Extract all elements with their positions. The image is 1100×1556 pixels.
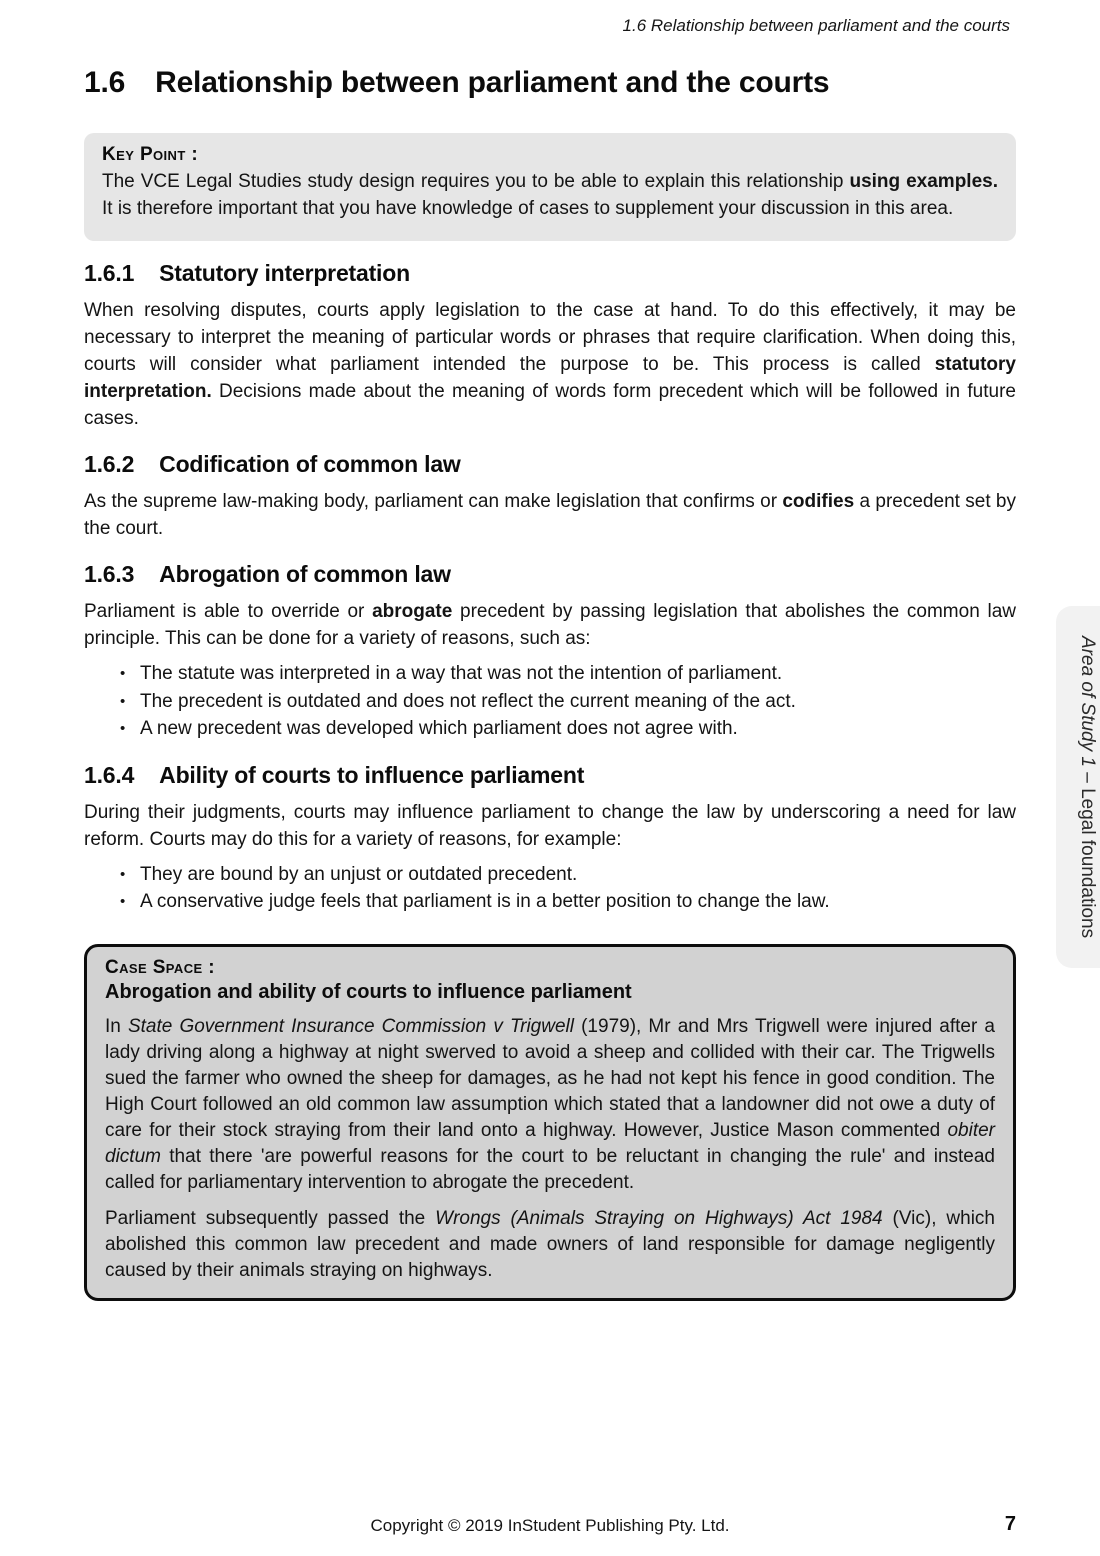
section-heading-number: 1.6.4 <box>84 761 135 788</box>
bullet-list <box>84 660 1016 743</box>
sidebar-tab-area-of-study <box>1056 606 1100 968</box>
section-paragraph: Parliament is able to override or abrogate precedent by passing legislation that abolishes the common law principle. This can be done for a variety of reasons, such as: <box>84 601 1016 649</box>
section-statutory-interpretation <box>84 260 1016 432</box>
case-space-paragraph: In State Government Insurance Commission v Trigwell (1979), Mr and Mrs Trigwell were injured after a lady driving along a highway at night swerved to avoid a sheep and collided with their car. The Trigwells sued the farmer who owned the sheep for damages, as he had not kept his fence in good condition. The High Court followed an old common law assumption which stated that a landowner did not owe a duty of care for their stock straying from their land onto a highway. However, Justice Mason commented obiter dictum that there 'are powerful reasons for the court to be reluctant in changing the rule' and instead called for parliamentary intervention to abrogate the precedent. <box>105 1015 995 1193</box>
section-heading-number: 1.6.1 <box>84 260 135 286</box>
sidebar-tab-subtitle: Legal foundations <box>1077 788 1098 939</box>
section-abrogation-of-common-law <box>84 561 1016 743</box>
bullet-item: • A new precedent was developed which parliament does not agree with. <box>118 715 1016 743</box>
sidebar-tab-text <box>1076 636 1098 938</box>
section-heading <box>84 451 1016 478</box>
page-title-text: Relationship between parliament and the courts <box>155 66 830 99</box>
key-point-label: Key Point : <box>102 144 199 165</box>
case-space-label: Case Space : <box>105 956 215 978</box>
bullet-item: • A conservative judge feels that parliament is in a better position to change the law. <box>118 888 1016 916</box>
page-title-number: 1.6 <box>84 66 126 99</box>
section-heading-text: Codification of common law <box>159 451 461 477</box>
bullet-item: • The statute was interpreted in a way that was not the intention of parliament. <box>118 660 1016 688</box>
section-heading <box>84 762 1016 789</box>
case-space-heading: Abrogation and ability of courts to influence parliament <box>105 980 632 1003</box>
section-heading <box>84 260 1016 287</box>
bullet-item: • They are bound by an unjust or outdated precedent. <box>118 861 1016 889</box>
section-heading-text: Statutory interpretation <box>159 260 410 286</box>
key-point-box <box>84 133 1016 241</box>
bullet-item: • The precedent is outdated and does not reflect the current meaning of the act. <box>118 688 1016 716</box>
page-number: 7 <box>1004 1513 1016 1535</box>
case-space-box <box>84 944 1016 1301</box>
section-paragraph: As the supreme law-making body, parliament can make legislation that confirms or codifies a precedent set by the court. <box>84 491 1016 539</box>
page-content <box>84 0 1016 1301</box>
copyright-text: Copyright © 2019 InStudent Publishing Pty. Ltd. <box>370 1516 730 1535</box>
section-heading-number: 1.6.3 <box>84 561 135 587</box>
page-title <box>84 66 1016 100</box>
sidebar-tab-separator: – <box>1077 766 1098 789</box>
sidebar-tab-title: Area of Study 1 <box>1077 635 1098 767</box>
section-codification-of-common-law <box>84 451 1016 542</box>
section-heading-number: 1.6.2 <box>84 451 135 477</box>
section-heading <box>84 561 1016 588</box>
key-point-body: The VCE Legal Studies study design requires you to be able to explain this relationship using examples. It is therefore important that you have knowledge of cases to supplement your discussion in this area. <box>102 171 998 219</box>
section-heading-text: Abrogation of common law <box>159 561 451 587</box>
running-header: 1.6 Relationship between parliament and the courts <box>622 16 1010 35</box>
bullet-list <box>84 861 1016 916</box>
section-paragraph: When resolving disputes, courts apply legislation to the case at hand. To do this effectively, it may be necessary to interpret the meaning of particular words or phrases that require clarification. When doing this, courts will consider what parliament intended the purpose to be. This process is called statutory interpretation. Decisions made about the meaning of words form precedent which will be followed in future cases. <box>84 300 1016 429</box>
section-ability-of-courts-to-influence-parliament <box>84 762 1016 916</box>
section-paragraph: During their judgments, courts may influence parliament to change the law by underscoring a need for law reform. Courts may do this for a variety of reasons, for example: <box>84 801 1016 850</box>
case-space-paragraph: Parliament subsequently passed the Wrongs (Animals Straying on Highways) Act 1984 (Vic), which abolished this common law precedent and made owners of land responsible for damage negligently caused by their animals straying on highways. <box>105 1207 995 1281</box>
section-heading-text: Ability of courts to influence parliament <box>159 761 585 788</box>
page-footer <box>84 1513 1016 1536</box>
